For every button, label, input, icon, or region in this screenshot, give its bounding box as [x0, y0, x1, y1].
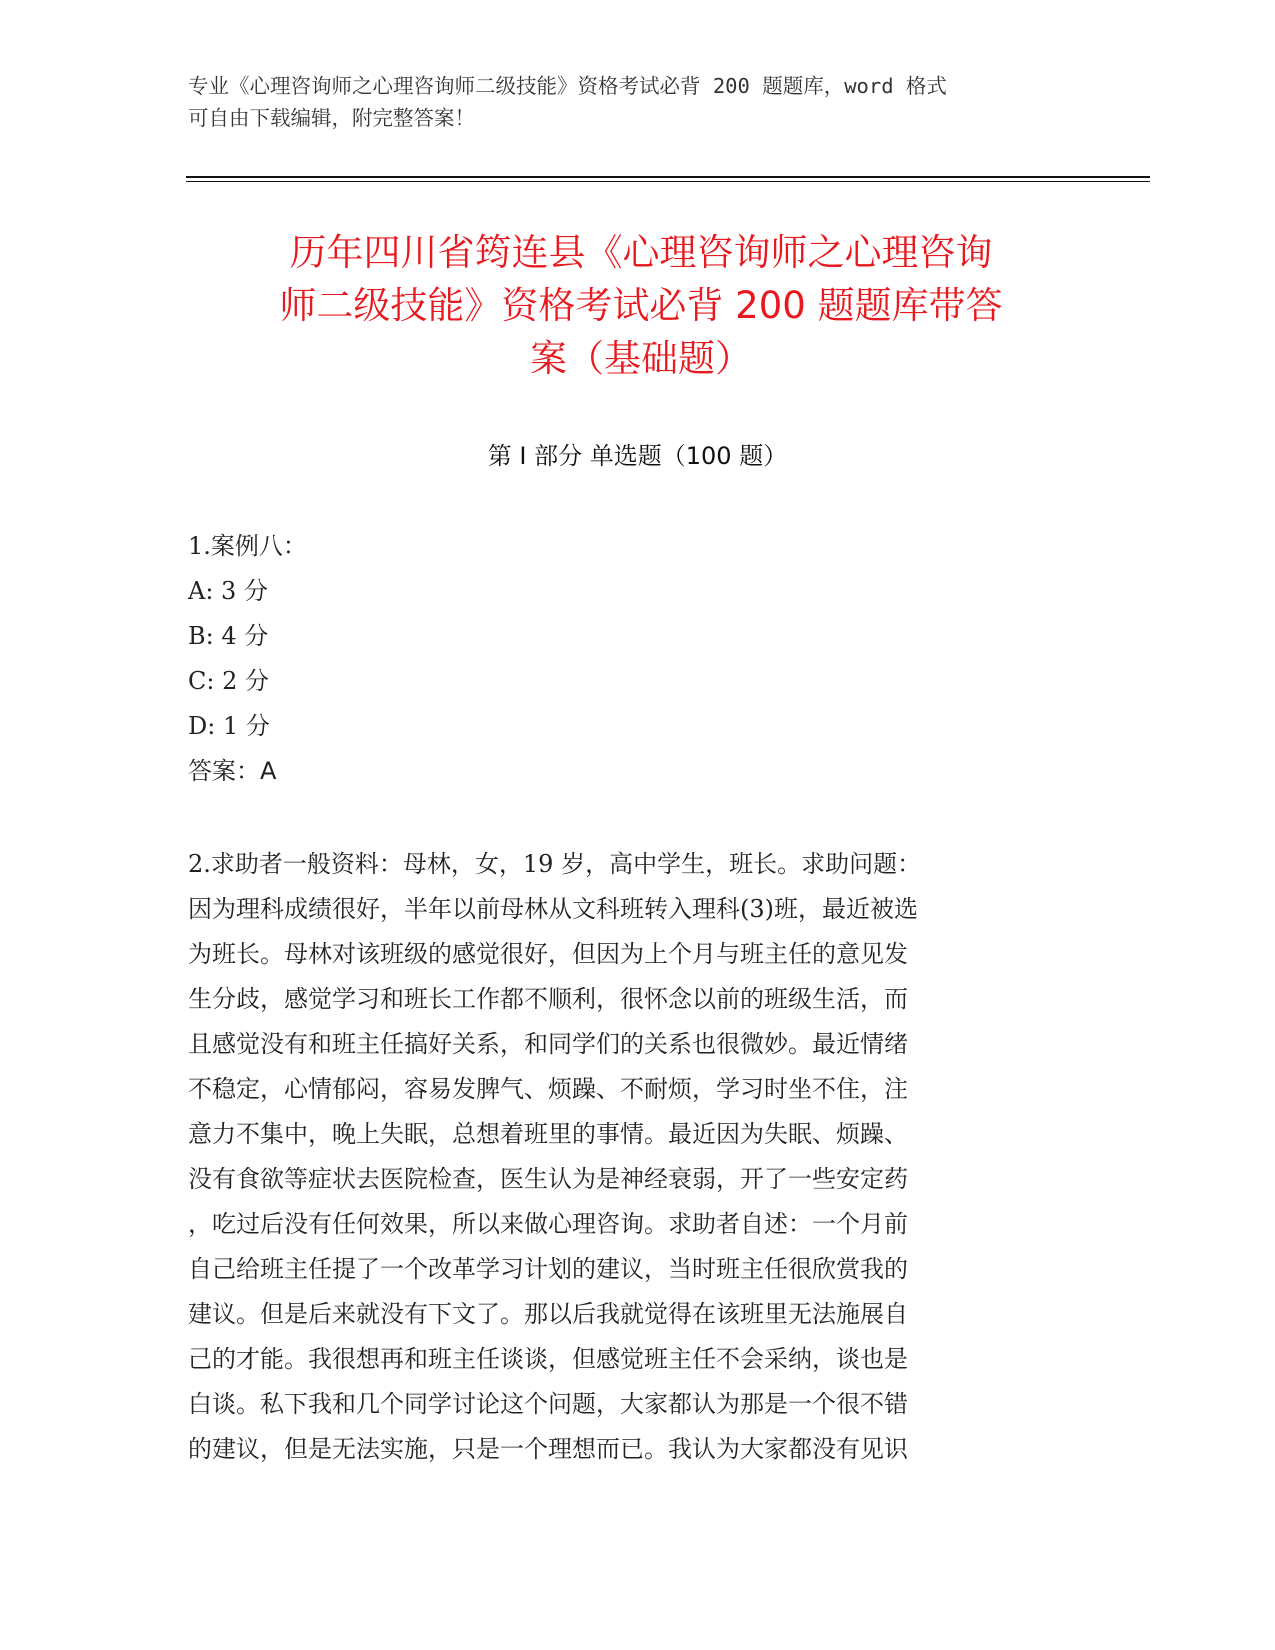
option-c: C: 2 分 [188, 667, 269, 695]
title-line: 历年四川省筠连县《心理咨询师之心理咨询 [289, 231, 993, 274]
title-line: 案（基础题） [530, 337, 752, 380]
question-text-line: 且感觉没有和班主任搞好关系，和同学们的关系也很微妙。最近情绪 [188, 1030, 908, 1058]
section-heading: 第 I 部分 单选题（100 题） [487, 442, 788, 470]
question-text-line: 不稳定，心情郁闷，容易发脾气、烦躁、不耐烦，学习时坐不住，注 [188, 1075, 908, 1103]
title-line: 师二级技能》资格考试必背 200 题题库带答 [279, 284, 1003, 327]
question-text-line: 自己给班主任提了一个改革学习计划的建议，当时班主任很欣赏我的 [188, 1255, 908, 1283]
option-b: B: 4 分 [188, 622, 269, 650]
question-text-line: 己的才能。我很想再和班主任谈谈，但感觉班主任不会采纳，谈也是 [188, 1345, 908, 1373]
question-text-line: 白谈。私下我和几个同学讨论这个问题，大家都认为那是一个很不错 [188, 1390, 908, 1418]
header-note [188, 70, 1068, 134]
header-note-line: 可自由下载编辑，附完整答案！ [188, 106, 475, 130]
question-text-line: 意力不集中，晚上失眠，总想着班里的事情。最近因为失眠、烦躁、 [188, 1120, 908, 1148]
header-divider-thick [186, 176, 1150, 178]
question-text-line: 生分歧，感觉学习和班长工作都不顺利，很怀念以前的班级生活，而 [188, 985, 908, 1013]
question-stem: 1.案例八： [188, 532, 307, 560]
question-2 [188, 842, 1088, 1472]
answer-line: 答案：A [188, 757, 277, 785]
option-a: A: 3 分 [188, 577, 268, 605]
header-divider-thin [186, 181, 1150, 182]
document-title [176, 226, 1106, 385]
option-d: D: 1 分 [188, 712, 270, 740]
question-text-line: 建议。但是后来就没有下文了。那以后我就觉得在该班里无法施展自 [188, 1300, 908, 1328]
question-text-line: 的建议，但是无法实施，只是一个理想而已。我认为大家都没有见识 [188, 1435, 908, 1463]
question-1 [188, 524, 307, 794]
question-text-line: 因为理科成绩很好，半年以前母林从文科班转入理科(3)班，最近被选 [188, 895, 918, 923]
question-text-line: 为班长。母林对该班级的感觉很好，但因为上个月与班主任的意见发 [188, 940, 908, 968]
question-text-line: 没有食欲等症状去医院检查，医生认为是神经衰弱，开了一些安定药 [188, 1165, 908, 1193]
header-note-line: 专业《心理咨询师之心理咨询师二级技能》资格考试必背 200 题题库，word 格式 [188, 74, 947, 98]
question-text-line: ，吃过后没有任何效果，所以来做心理咨询。求助者自述：一个月前 [188, 1210, 908, 1238]
question-text-line: 2.求助者一般资料：母林，女，19 岁，高中学生，班长。求助问题： [188, 850, 922, 878]
